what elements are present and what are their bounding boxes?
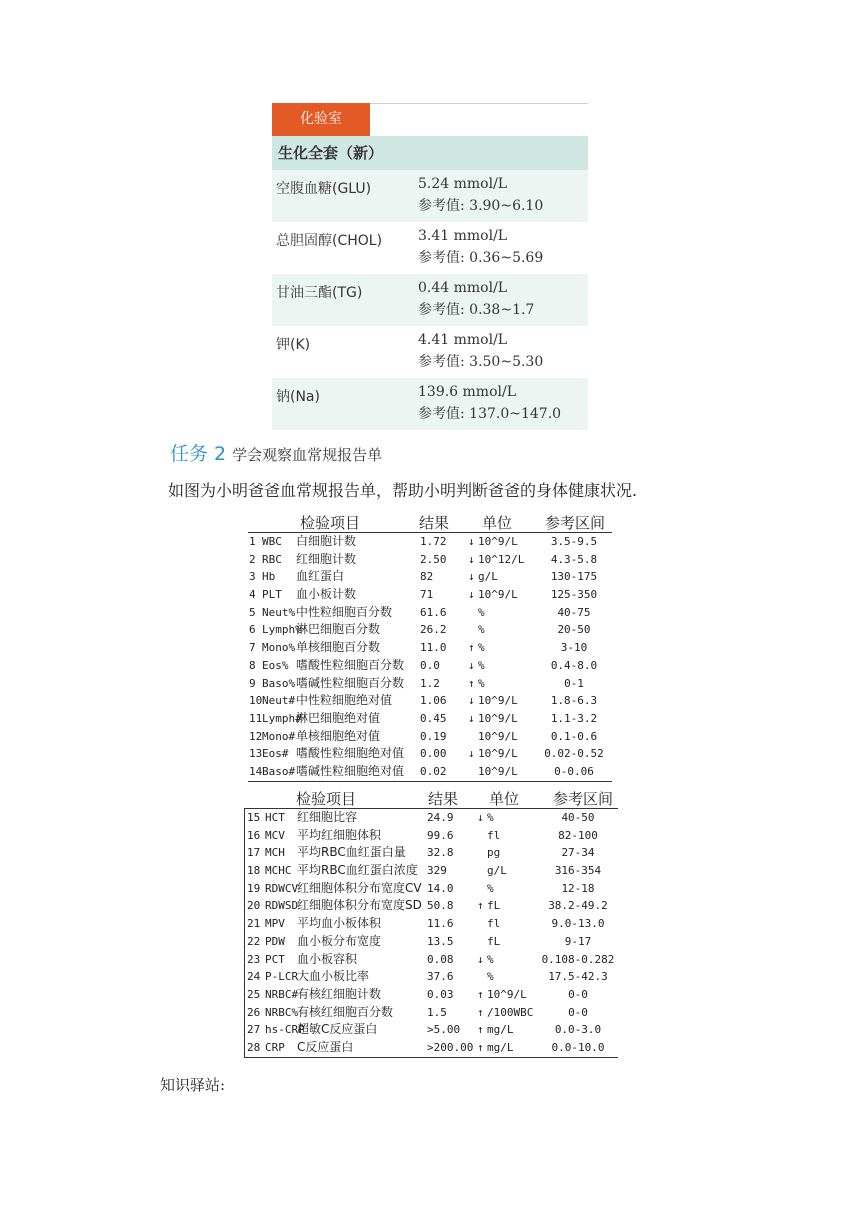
item-name: 平均RBC血红蛋白浓度 (297, 863, 418, 878)
row-number: 28 (247, 1040, 261, 1054)
item-code: Hb (262, 570, 276, 584)
result-value: 0.02 (420, 764, 447, 778)
row-number: 1 (249, 535, 256, 548)
row-number: 26 (247, 1005, 261, 1019)
reference-range: 9-17 (564, 934, 592, 948)
table-rows (248, 533, 612, 782)
table-row (245, 933, 618, 951)
result-value: 0.00 (420, 747, 447, 761)
row-number: 8 (249, 658, 256, 672)
reference-range: 82-100 (558, 828, 598, 842)
table-row (248, 639, 612, 657)
reference-range: 0-0 (568, 987, 588, 1001)
result-value: 0.45 (420, 711, 447, 725)
lab-item-reference: 参考值: 0.38~1.7 (418, 302, 535, 318)
item-code: Mono# (262, 729, 296, 743)
unit-value: g/L (478, 570, 498, 584)
result-flag: ↑ (477, 987, 484, 1001)
result-value: 0.0 (420, 658, 440, 672)
result-value: 1.06 (420, 694, 447, 708)
row-number: 3 (249, 570, 256, 584)
reference-range: 3-10 (560, 641, 588, 655)
lab-item-value: 4.41 mmol/L (418, 332, 508, 348)
lab-item-value: 5.24 mmol/L (418, 176, 508, 192)
header-unit: 单位 (482, 514, 513, 532)
row-number: 19 (247, 881, 261, 895)
lab-report-card (272, 103, 588, 430)
table-row (248, 745, 612, 763)
row-number: 4 (249, 588, 256, 602)
item-name: 平均血小板体积 (297, 916, 382, 931)
result-value: 11.0 (420, 641, 447, 655)
blood-table-1 (248, 512, 612, 782)
item-name: 嗜酸性粒细胞绝对值 (296, 746, 405, 761)
result-value: 0.03 (427, 987, 454, 1001)
row-number: 11 (249, 711, 263, 725)
lab-item-name: 甘油三酯(TG) (276, 285, 363, 301)
lab-item-value: 139.6 mmol/L (418, 384, 516, 400)
result-value: 37.6 (427, 970, 454, 984)
result-flag: ↓ (468, 694, 475, 708)
lab-rows (272, 170, 588, 430)
table-row (248, 763, 612, 781)
row-number: 21 (247, 917, 261, 931)
row-number: 16 (247, 828, 261, 842)
header-result: 结果 (428, 790, 459, 808)
result-value: 0.19 (420, 729, 447, 743)
result-value: 0.08 (427, 952, 454, 966)
lab-item-value: 3.41 mmol/L (418, 228, 508, 244)
reference-range: 0-1 (564, 676, 584, 690)
reference-range: 38.2-49.2 (548, 899, 608, 913)
reference-range: 125-350 (550, 588, 598, 602)
item-code: Baso% (262, 676, 296, 690)
row-number: 15 (247, 811, 261, 824)
item-name: 大血小板比率 (297, 969, 370, 984)
item-name: 白细胞计数 (296, 534, 357, 548)
lab-item-row (272, 378, 588, 430)
item-code: Neut% (262, 605, 296, 619)
item-name: 平均红细胞体积 (297, 827, 382, 842)
result-value: 1.2 (420, 676, 440, 690)
lab-item-reference: 参考值: 0.36~5.69 (418, 250, 544, 266)
unit-value: 10^9/L (478, 588, 518, 602)
lab-item-name: 空腹血糖(GLU) (276, 181, 372, 197)
item-code: PDW (265, 934, 285, 948)
lab-item-reference: 参考值: 137.0~147.0 (418, 406, 562, 422)
item-code: Lymph% (262, 623, 302, 637)
lab-section-title: 生化全套（新） (272, 136, 588, 170)
item-code: Eos# (262, 747, 289, 761)
result-flag: ↓ (468, 588, 475, 602)
table-row (248, 710, 612, 728)
task-number: 任务 2 (170, 443, 227, 465)
result-value: 2.50 (420, 552, 447, 566)
footer-label: 知识驿站: (160, 1076, 226, 1094)
result-flag: ↓ (468, 535, 475, 548)
unit-value: 10^12/L (478, 552, 525, 566)
unit-value: 10^9/L (478, 729, 518, 743)
result-value: 14.0 (427, 881, 454, 895)
task-title: 学会观察血常规报告单 (232, 446, 383, 464)
row-number: 6 (249, 623, 256, 637)
unit-value: 10^9/L (478, 747, 518, 761)
reference-range: 316-354 (554, 864, 602, 878)
item-name: 红细胞体积分布宽度CV (297, 880, 422, 895)
item-name: 淋巴细胞绝对值 (296, 710, 381, 725)
item-name: 有核红细胞百分数 (297, 1004, 394, 1019)
reference-range: 3.5-9.5 (550, 535, 598, 548)
row-number: 20 (247, 899, 261, 913)
item-code: hs-CRP (265, 1023, 305, 1037)
item-name: 红细胞比容 (297, 810, 358, 824)
header-unit: 单位 (489, 790, 520, 808)
lab-item-name: 钠(Na) (276, 389, 320, 405)
item-name: 中性粒细胞绝对值 (296, 693, 393, 708)
result-flag: ↓ (468, 711, 475, 725)
row-number: 17 (247, 846, 261, 860)
table-row (245, 880, 618, 898)
unit-value: fl (487, 917, 501, 931)
item-code: MPV (265, 917, 285, 931)
result-value: 24.9 (427, 811, 454, 824)
unit-value: % (487, 952, 494, 966)
row-number: 5 (249, 605, 256, 619)
item-code: NRBC% (265, 1005, 299, 1019)
row-number: 10 (249, 694, 263, 708)
table-row (245, 1039, 618, 1057)
result-value: 82 (420, 570, 434, 584)
item-code: PLT (262, 588, 282, 602)
unit-value: mg/L (487, 1040, 514, 1054)
header-range: 参考区间 (545, 514, 606, 532)
item-name: 嗜酸性粒细胞百分数 (296, 657, 405, 672)
reference-range: 4.3-5.8 (550, 552, 598, 566)
unit-value: 10^9/L (478, 764, 518, 778)
item-code: PCT (265, 952, 285, 966)
lab-item-row (272, 170, 588, 222)
item-name: 红细胞计数 (296, 551, 357, 566)
item-code: HCT (265, 811, 285, 824)
item-code: MCHC (265, 864, 292, 878)
item-name: C反应蛋白 (297, 1039, 354, 1054)
result-flag: ↓ (468, 658, 475, 672)
table-row (248, 728, 612, 746)
item-name: 红细胞体积分布宽度SD (297, 898, 422, 913)
table-row (245, 862, 618, 880)
reference-range: 0.1-0.6 (550, 729, 598, 743)
result-value: 32.8 (427, 846, 454, 860)
row-number: 12 (249, 729, 263, 743)
item-name: 血小板容积 (297, 951, 358, 966)
row-number: 22 (247, 934, 261, 948)
lab-item-row (272, 222, 588, 274)
result-value: 26.2 (420, 623, 447, 637)
lab-item-row (272, 326, 588, 378)
reference-range: 12-18 (561, 881, 595, 895)
item-name: 嗜碱性粒细胞百分数 (296, 675, 405, 690)
table-row (248, 533, 612, 551)
unit-value: 10^9/L (487, 987, 527, 1001)
reference-range: 20-50 (557, 623, 591, 637)
unit-value: % (487, 970, 494, 984)
blood-table-2 (244, 788, 618, 1058)
result-flag: ↑ (477, 1005, 484, 1019)
reference-range: 0.4-8.0 (550, 658, 598, 672)
item-code: Mono% (262, 641, 296, 655)
table-row (245, 809, 618, 827)
lab-item-reference: 参考值: 3.50~5.30 (418, 354, 544, 370)
item-name: 单核细胞绝对值 (296, 728, 381, 743)
task-heading (170, 439, 382, 466)
table-row (245, 915, 618, 933)
row-number: 18 (247, 864, 261, 878)
reference-range: 0.02-0.52 (544, 747, 604, 761)
unit-value: fL (487, 899, 501, 913)
result-flag: ↓ (468, 747, 475, 761)
table-row (245, 986, 618, 1004)
table-row (248, 692, 612, 710)
reference-range: 40-50 (561, 811, 595, 824)
result-value: 1.72 (420, 535, 447, 548)
row-number: 25 (247, 987, 261, 1001)
reference-range: 1.1-3.2 (550, 711, 598, 725)
item-code: RDWCV (265, 881, 299, 895)
unit-value: 10^9/L (478, 711, 518, 725)
table-header (244, 788, 618, 809)
row-number: 7 (249, 641, 256, 655)
table-row (248, 657, 612, 675)
lab-tab: 化验室 (272, 103, 370, 136)
table-row (248, 675, 612, 693)
unit-value: 10^9/L (478, 694, 518, 708)
item-code: Baso# (262, 764, 296, 778)
table-header (248, 512, 612, 533)
unit-value: % (478, 641, 485, 655)
unit-value: fl (487, 828, 501, 842)
unit-value: % (478, 605, 485, 619)
reference-range: 130-175 (550, 570, 598, 584)
item-code: WBC (262, 535, 282, 548)
result-value: 99.6 (427, 828, 454, 842)
table-row (245, 951, 618, 969)
lab-item-name: 钾(K) (276, 337, 311, 353)
table-row (248, 604, 612, 622)
result-flag: ↓ (477, 811, 484, 824)
row-number: 27 (247, 1023, 261, 1037)
table-row (245, 1004, 618, 1022)
row-number: 23 (247, 952, 261, 966)
table-row (245, 968, 618, 986)
item-name: 淋巴细胞百分数 (296, 622, 381, 637)
reference-range: 1.8-6.3 (550, 694, 598, 708)
table-row (245, 1021, 618, 1039)
result-value: 13.5 (427, 934, 454, 948)
unit-value: /100WBC (487, 1005, 534, 1019)
row-number: 9 (249, 676, 256, 690)
result-value: 61.6 (420, 605, 447, 619)
item-name: 单核细胞百分数 (296, 640, 381, 655)
table-row (248, 586, 612, 604)
header-item: 检验项目 (296, 790, 357, 808)
reference-range: 0.0-3.0 (554, 1023, 602, 1037)
result-flag: ↑ (468, 676, 475, 690)
item-code: CRP (265, 1040, 285, 1054)
item-code: RDWSD (265, 899, 299, 913)
intro-paragraph: 如图为小明爸爸血常规报告单，帮助小明判断爸爸的身体健康状况. (168, 481, 638, 500)
item-name: 中性粒细胞百分数 (296, 604, 393, 619)
result-value: 1.5 (427, 1005, 447, 1019)
table-row (245, 827, 618, 845)
unit-value: % (487, 811, 494, 824)
item-name: 血红蛋白 (296, 569, 345, 584)
unit-value: mg/L (487, 1023, 514, 1037)
unit-value: fL (487, 934, 501, 948)
result-flag: ↑ (477, 1023, 484, 1037)
unit-value: % (478, 676, 485, 690)
unit-value: % (478, 658, 485, 672)
header-item: 检验项目 (300, 514, 361, 532)
row-number: 14 (249, 764, 263, 778)
reference-range: 40-75 (557, 605, 591, 619)
unit-value: % (487, 881, 494, 895)
item-code: MCV (265, 828, 285, 842)
item-code: P-LCR (265, 970, 299, 984)
row-number: 13 (249, 747, 263, 761)
item-name: 超敏C反应蛋白 (297, 1022, 378, 1037)
reference-range: 0-0 (568, 1005, 588, 1019)
result-flag: ↓ (468, 552, 475, 566)
result-value: 11.6 (427, 917, 454, 931)
reference-range: 9.0-13.0 (551, 917, 605, 931)
reference-range: 0.0-10.0 (551, 1040, 605, 1054)
lab-item-reference: 参考值: 3.90~6.10 (418, 198, 544, 214)
result-flag: ↑ (477, 1040, 484, 1054)
item-name: 血小板计数 (296, 587, 357, 602)
lab-item-name: 总胆固醇(CHOL) (276, 233, 383, 249)
item-name: 平均RBC血红蛋白量 (297, 845, 406, 860)
result-value: 71 (420, 588, 434, 602)
header-range: 参考区间 (553, 790, 614, 808)
table-row (245, 844, 618, 862)
result-value: >200.00 (427, 1040, 474, 1054)
item-name: 嗜碱性粒细胞绝对值 (296, 763, 405, 778)
item-code: Neut# (262, 694, 296, 708)
table-row (248, 621, 612, 639)
item-code: NRBC# (265, 987, 299, 1001)
lab-item-value: 0.44 mmol/L (418, 280, 508, 296)
row-number: 24 (247, 970, 261, 984)
reference-range: 17.5-42.3 (548, 970, 608, 984)
unit-value: pg (487, 846, 501, 860)
table-rows (244, 809, 618, 1058)
item-code: RBC (262, 552, 282, 566)
unit-value: % (478, 623, 485, 637)
result-value: 329 (427, 864, 447, 878)
result-value: 50.8 (427, 899, 454, 913)
unit-value: 10^9/L (478, 535, 518, 548)
reference-range: 0-0.06 (554, 764, 594, 778)
header-result: 结果 (419, 514, 450, 532)
result-value: >5.00 (427, 1023, 461, 1037)
result-flag: ↑ (468, 641, 475, 655)
result-flag: ↓ (468, 570, 475, 584)
unit-value: g/L (487, 864, 507, 878)
item-code: Lymph# (262, 711, 302, 725)
lab-card-top (272, 103, 588, 136)
result-flag: ↑ (477, 899, 484, 913)
item-code: Eos% (262, 658, 289, 672)
reference-range: 27-34 (561, 846, 595, 860)
table-row (248, 551, 612, 569)
reference-range: 0.108-0.282 (541, 952, 615, 966)
table-row (248, 568, 612, 586)
item-name: 血小板分布宽度 (297, 933, 382, 948)
row-number: 2 (249, 552, 256, 566)
lab-item-row (272, 274, 588, 326)
item-code: MCH (265, 846, 285, 860)
item-name: 有核红细胞计数 (297, 986, 382, 1001)
table-row (245, 897, 618, 915)
result-flag: ↓ (477, 952, 484, 966)
